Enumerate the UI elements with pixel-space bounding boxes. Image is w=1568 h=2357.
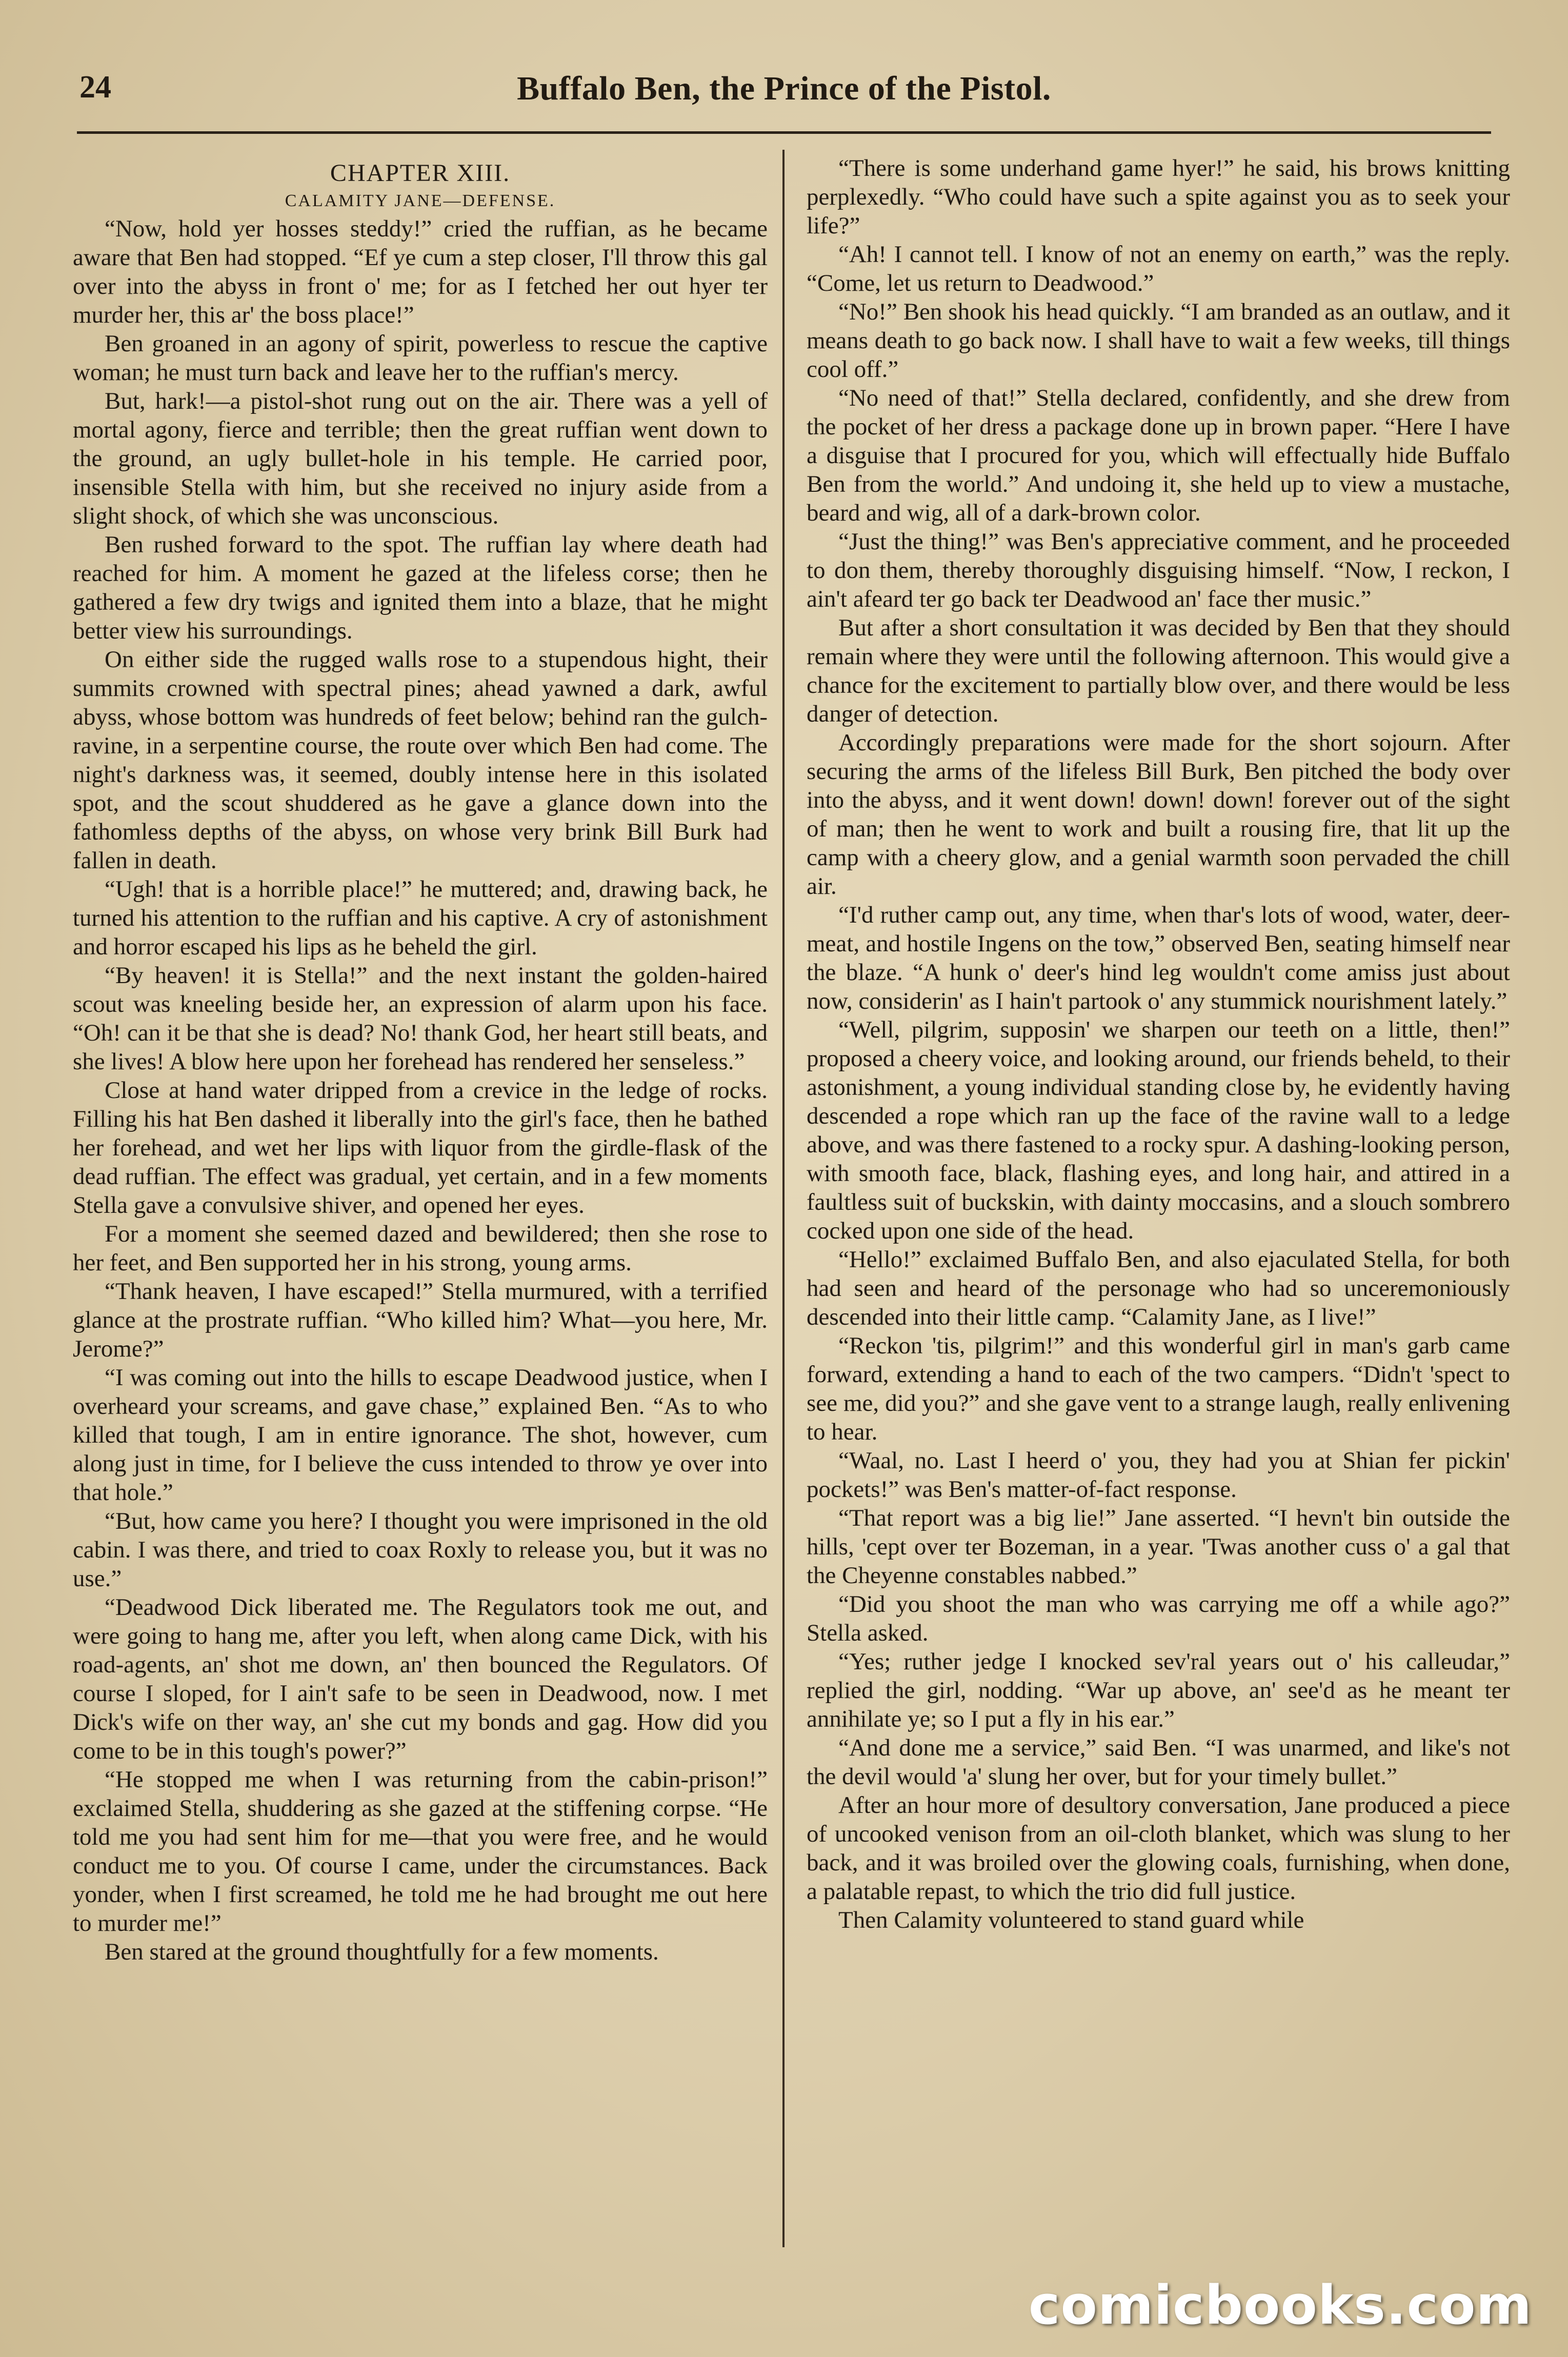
- paragraph: Ben groaned in an agony of spirit, powerless to rescue the captive woman; he must turn back and leave her to the ruffian's mercy.: [73, 330, 768, 386]
- paragraph: “By heaven! it is Stella!” and the next instant the golden-haired scout was kneeling beside her, an expression of alarm upon his face. “Oh! can it be that she is dead? No! thank God, her heart still beats, and she lives! A blow here upon her forehead has rendered her senseless.”: [73, 962, 768, 1075]
- paragraph: But after a short consultation it was decided by Ben that they should remain where they were until the following afternoon. This would give a chance for the excitement to partially blow over, and there would be less danger of detection.: [807, 614, 1510, 727]
- paragraph: Ben stared at the ground thoughtfully for a few moments.: [105, 1939, 659, 1965]
- paragraph: “Ugh! that is a horrible place!” he muttered; and, drawing back, he turned his attention to the ruffian and his captive. A cry of astonishment and horror escaped his lips as he beheld the girl.: [73, 876, 768, 960]
- paragraph: “Hello!” exclaimed Buffalo Ben, and also ejaculated Stella, for both had seen and heard of the personage who had so unceremoniously descended into their little camp. “Calamity Jane, as I live!”: [807, 1246, 1510, 1330]
- paragraph: “No!” Ben shook his head quickly. “I am branded as an outlaw, and it means death to go back now. I shall have to wait a few weeks, till things cool off.”: [807, 298, 1510, 383]
- paragraph: “That report was a big lie!” Jane asserted. “I hevn't bin outside the hills, 'cept over ter Bozeman, in a year. 'Twas another cuss o' a gal that the Cheyenne constables nabbed.”: [807, 1505, 1510, 1589]
- right-column-text: [807, 154, 1510, 1934]
- paragraph: “Now, hold yer hosses steddy!” cried the ruffian, as he became aware that Ben had stopped. “Ef ye cum a step closer, I'll throw this gal over into the abyss in front o' me; for as I fetched her out hyer ter murder her, this ar' the boss place!”: [73, 215, 768, 328]
- left-column-text: [73, 214, 768, 1966]
- page-number: 24: [79, 70, 111, 105]
- paragraph: “Did you shoot the man who was carrying me off a while ago?” Stella asked.: [807, 1591, 1510, 1646]
- paragraph: Ben rushed forward to the spot. The ruffian lay where death had reached for him. A moment he gazed at the lifeless corse; then he gathered a few dry twigs and ignited them into a blaze, that he might better view his surroundings.: [73, 531, 768, 644]
- paragraph: On either side the rugged walls rose to a stupendous hight, their summits crowned with spectral pines; ahead yawned a dark, awful abyss, whose bottom was hundreds of feet below; behind ran the gulch-ravine, in a serpentine course, the route over which Ben had come. The night's darkness was, it seemed, doubly intense here in this isolated spot, and the scout shuddered as he gave a glance down into the fathomless depths of the abyss, on whose very brink Bill Burk had fallen in death.: [73, 646, 768, 874]
- header-rule: [77, 131, 1491, 134]
- paragraph: “There is some underhand game hyer!” he said, his brows knitting perplexedly. “Who could have such a spite against you as to seek your life?”: [807, 155, 1510, 239]
- paragraph: Accordingly preparations were made for the short sojourn. After securing the arms of the lifeless Bill Burk, Ben pitched the body over into the abyss, and it went down! down! down! forever out of the sight of man; then he went to work and built a rousing fire, that lit up the camp with a cheery glow, and a genial warmth soon pervaded the chill air.: [807, 729, 1510, 900]
- running-title: Buffalo Ben, the Prince of the Pistol.: [517, 70, 1051, 107]
- page-header: [59, 69, 1509, 126]
- paragraph: “Just the thing!” was Ben's appreciative comment, and he proceeded to don them, thereby thoroughly disguising himself. “Now, I reckon, I ain't afeard ter go back ter Deadwood an' face ther music.”: [807, 528, 1510, 612]
- left-column: [73, 154, 768, 2267]
- paragraph: “And done me a service,” said Ben. “I was unarmed, and like's not the devil would 'a' slung her over, but for your timely bullet.”: [807, 1734, 1510, 1790]
- paragraph: Close at hand water dripped from a crevice in the ledge of rocks. Filling his hat Ben dashed it liberally into the girl's face, then he bathed her forehead, and wet her lips with liquor from the girdle-flask of the dead ruffian. The effect was gradual, yet certain, and in a few moments Stella gave a convulsive shiver, and opened her eyes.: [73, 1077, 768, 1219]
- paragraph: Then Calamity volunteered to stand guard while: [838, 1907, 1304, 1933]
- paragraph: But, hark!—a pistol-shot rung out on the air. There was a yell of mortal agony, fierce and terrible; then the great ruffian went down to the ground, an ugly bullet-hole in his temple. He carried poor, insensible Stella with him, but she received no injury aside from a slight shock, of which she was unconscious.: [73, 388, 768, 529]
- right-column: [807, 154, 1510, 2267]
- chapter-subtitle: CALAMITY JANE—DEFENSE.: [285, 191, 556, 210]
- paragraph: After an hour more of desultory conversation, Jane produced a piece of uncooked venison from an oil-cloth blanket, which was slung to her back, and it was broiled over the glowing coals, furnishing, when done, a palatable repast, to which the trio did full justice.: [807, 1792, 1510, 1905]
- paragraph: “He stopped me when I was returning from the cabin-prison!” exclaimed Stella, shuddering as she gazed at the stiffening corpse. “He told me you had sent him for me—that you were free, and he would conduct me to you. Of course I came, under the circumstances. Back yonder, when I first screamed, he told me he had brought me out here to murder me!”: [73, 1766, 768, 1936]
- paragraph: “Reckon 'tis, pilgrim!” and this wonderful girl in man's garb came forward, extending a hand to each of the two campers. “Didn't 'spect to see me, did you?” and she gave vent to a strange laugh, really enlivening to hear.: [807, 1332, 1510, 1445]
- watermark: comicbooks.com: [1028, 2274, 1532, 2336]
- paragraph: “Yes; ruther jedge I knocked sev'ral years out o' his calleudar,” replied the girl, nodding. “War up above, an' see'd as he meant ter annihilate ye; so I put a fly in his ear.”: [807, 1648, 1510, 1732]
- paragraph: “No need of that!” Stella declared, confidently, and she drew from the pocket of her dress a package done up in brown paper. “Here I have a disguise that I procured for you, which will effectually hide Buffalo Ben from the world.” And undoing it, she held up to view a mustache, beard and wig, all of a dark-brown color.: [807, 385, 1510, 526]
- paragraph: “Waal, no. Last I heerd o' you, they had you at Shian fer pickin' pockets!” was Ben's matter-of-fact response.: [807, 1447, 1510, 1503]
- paragraph: “I'd ruther camp out, any time, when thar's lots of wood, water, deer-meat, and hostile Ingens on the tow,” observed Ben, seating himself near the blaze. “A hunk o' deer's hind leg wouldn't come amiss just about now, considerin' as I hain't partook o' any stummick nourishment lately.”: [807, 902, 1510, 1014]
- paragraph: “Deadwood Dick liberated me. The Regulators took me out, and were going to hang me, after you left, when along came Dick, with his road-agents, an' shot me down, an' then bounced the Regulators. Of course I sloped, for I ain't safe to be seen in Deadwood, now. I met Dick's wife on ther way, an' she cut my bonds and gag. How did you come to be in this tough's power?”: [73, 1594, 768, 1764]
- paragraph: “Well, pilgrim, supposin' we sharpen our teeth on a little, then!” proposed a cheery voice, and looking around, our friends beheld, to their astonishment, a young individual standing close by, he evidently having descended a rope which ran up the face of the ravine wall to a ledge above, and was there fastened to a rocky spur. A dashing-looking person, with smooth face, black, flashing eyes, and long hair, and attired in a faultless suit of buckskin, with dainty moccasins, and a slouch sombrero cocked upon one side of the head.: [807, 1016, 1510, 1244]
- paragraph: For a moment she seemed dazed and bewildered; then she rose to her feet, and Ben supported her in his strong, young arms.: [73, 1221, 768, 1276]
- paragraph: “Thank heaven, I have escaped!” Stella murmured, with a terrified glance at the prostrate ruffian. “Who killed him? What—you here, Mr. Jerome?”: [73, 1278, 768, 1362]
- chapter-title: CHAPTER XIII.: [330, 159, 511, 187]
- column-divider: [782, 150, 785, 2247]
- paragraph: “Ah! I cannot tell. I know of not an enemy on earth,” was the reply. “Come, let us return to Deadwood.”: [807, 241, 1510, 296]
- paragraph: “But, how came you here? I thought you were imprisoned in the old cabin. I was there, and tried to coax Roxly to release you, but it was no use.”: [73, 1508, 768, 1592]
- paragraph: “I was coming out into the hills to escape Deadwood justice, when I overheard your screams, and gave chase,” explained Ben. “As to who killed that tough, I am in entire ignorance. The shot, however, cum along just in time, for I believe the cuss intended to throw ye over into that hole.”: [73, 1364, 768, 1506]
